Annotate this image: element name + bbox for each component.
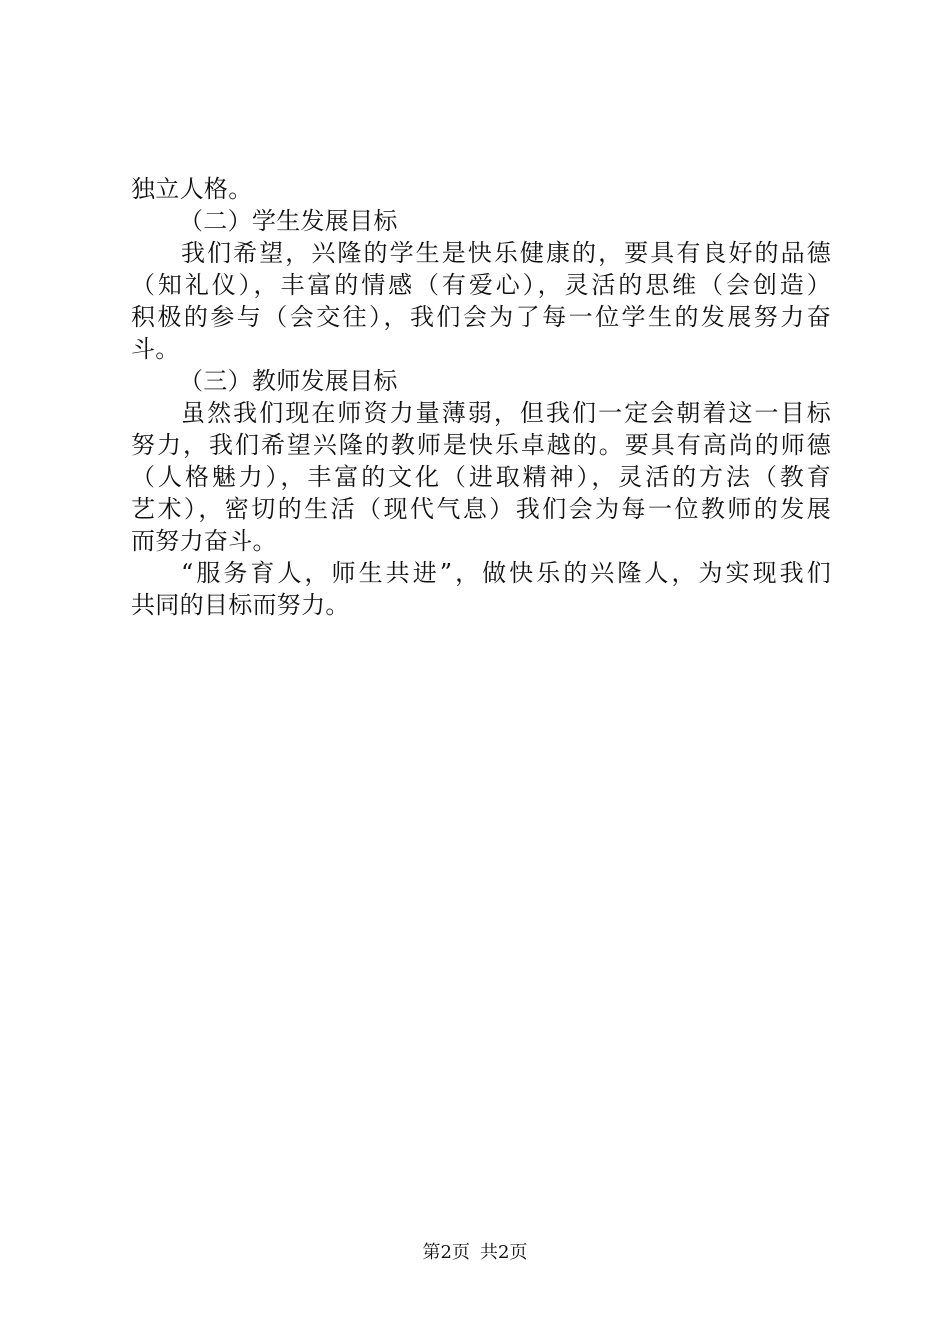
- section-heading-teacher-goals: （三）教师发展目标: [179, 367, 398, 395]
- text-line: 虽然我们现在师资力量薄弱，但我们一定会朝着这一目标: [181, 399, 831, 427]
- text-line: 艺术），密切的生活（现代气息）我们会为每一位教师的发展: [131, 495, 831, 523]
- text-line: 我们希望，兴隆的学生是快乐健康的，要具有良好的品德: [181, 239, 831, 267]
- document-body: [131, 173, 831, 621]
- text-line: 斗。: [131, 335, 180, 363]
- text-line: 共同的目标而努力。: [131, 591, 350, 619]
- text-line: “服务育人，师生共进”，做快乐的兴隆人，为实现我们: [181, 559, 831, 587]
- text-line: （人格魅力），丰富的文化（进取精神），灵活的方法（教育: [131, 463, 831, 491]
- page-number-total: 共2页: [480, 1242, 528, 1263]
- text-line: 积极的参与（会交往），我们会为了每一位学生的发展努力奋: [131, 303, 831, 331]
- page-number-current: 第2页: [422, 1242, 470, 1263]
- text-line: 努力，我们希望兴隆的教师是快乐卓越的。要具有高尚的师德: [131, 431, 831, 459]
- text-line: 而努力奋斗。: [131, 527, 277, 555]
- text-line: （知礼仪），丰富的情感（有爱心），灵活的思维（会创造）: [131, 271, 831, 299]
- text-line: 独立人格。: [131, 175, 253, 203]
- page-footer: [0, 1241, 950, 1265]
- section-heading-student-goals: （二）学生发展目标: [179, 207, 398, 235]
